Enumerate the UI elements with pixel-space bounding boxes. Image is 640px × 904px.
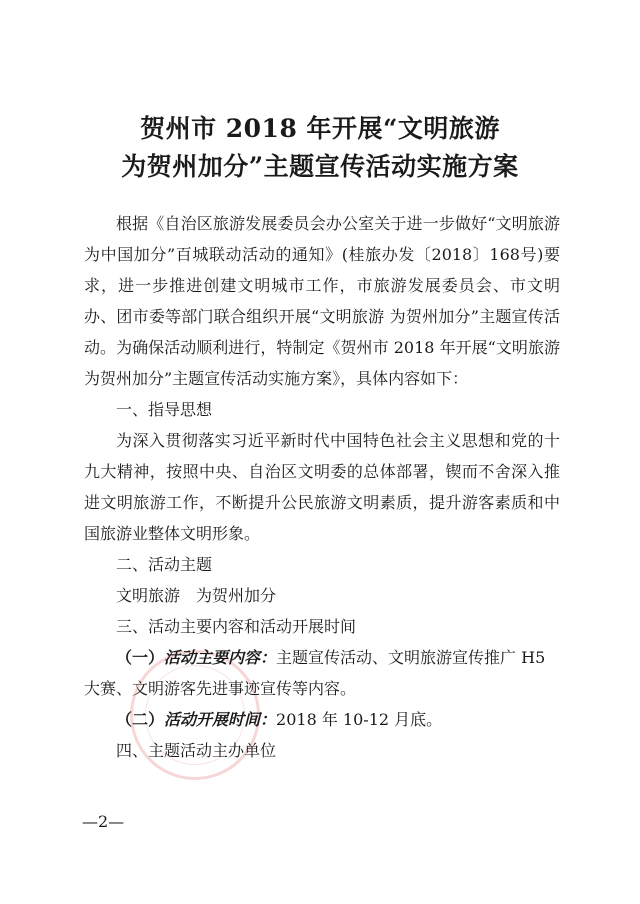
sub-item-time-label: 活动开展时间： xyxy=(164,710,277,729)
sub-item-time-number: （二） xyxy=(116,710,165,729)
intro-paragraph: 根据《自治区旅游发展委员会办公室关于进一步做好“文明旅游 为中国加分”百城联动活动的通知》(桂旅办发〔2018〕168号)要求，进一步推进创建文明城市工作，市旅游发展委员会、市文明办、团市委等部门联合组织开展“文明旅游 为贺州加分”主题宣传活动。为确保活动顺利进行，特制定《贺州市 2018 年开展“文明旅游 为贺州加分”主题宣传活动实施方案》，具体内容如下： xyxy=(84,214,560,388)
sub-item-content-text: 主题宣传活动、文明旅游宣传推广 H5 大赛、文明游客先进事迹宣传等内容。 xyxy=(84,648,546,698)
title-line-1: 贺州市 2018 年开展“文明旅游 xyxy=(140,114,500,143)
section-heading-organizers: 四、主题活动主办单位 xyxy=(116,741,277,760)
section-heading-guiding-ideology: 一、指导思想 xyxy=(116,400,213,419)
sub-item-content-label: 活动主要内容： xyxy=(164,648,277,667)
document-title xyxy=(80,110,560,186)
sub-item-content xyxy=(84,642,560,704)
section-heading-activity-theme: 二、活动主题 xyxy=(116,555,213,574)
sub-item-time xyxy=(84,704,560,735)
title-line-2: 为贺州加分”主题宣传活动实施方案 xyxy=(121,152,519,181)
sub-item-time-text: 2018 年 10-12 月底。 xyxy=(276,710,443,729)
activity-theme-text: 文明旅游 为贺州加分 xyxy=(116,586,277,605)
guiding-ideology-paragraph: 为深入贯彻落实习近平新时代中国特色社会主义思想和党的十九大精神，按照中央、自治区文明委的总体部署，锲而不舍深入推进文明旅游工作，不断提升公民旅游文明素质，提升游客素质和中国旅游业整体文明形象。 xyxy=(84,431,560,543)
sub-item-content-number: （一） xyxy=(116,648,165,667)
document-body xyxy=(84,208,560,766)
page-number: —2— xyxy=(82,812,125,831)
section-heading-activity-content: 三、活动主要内容和活动开展时间 xyxy=(116,617,357,636)
